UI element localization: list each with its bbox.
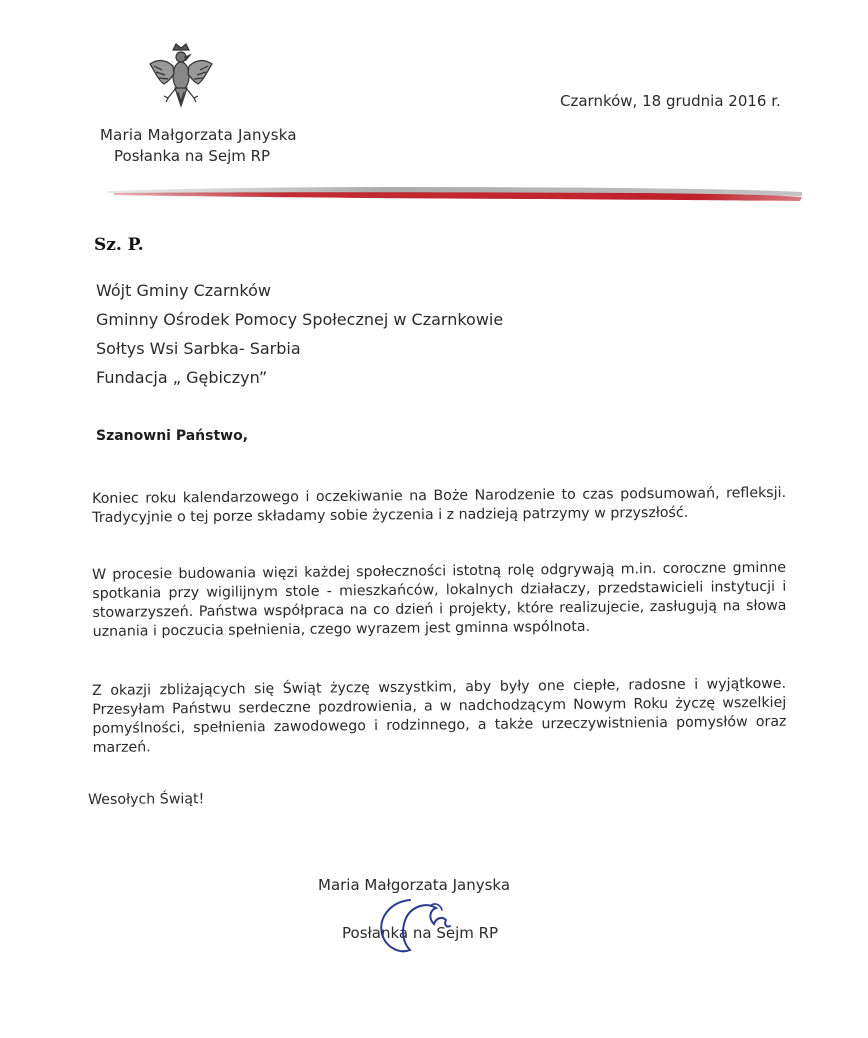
recipient-line: Gminny Ośrodek Pomocy Społecznej w Czarnkowie [96,310,504,329]
closing-line: Wesołych Świąt! [88,791,205,808]
handwritten-signature [370,888,470,958]
author-name: Maria Małgorzata Janyska [100,126,297,144]
body-paragraph: Z okazji zbliżających się Świąt życzę wszystkim, aby były one ciepłe, radosne i wyjątkowe. Przesyłam Państwu serdeczne pozdrowienia, a w nadchodzącym Nowym Roku życzę wszelkiej pomyślności, spełnienia zawodowego i rodzinnego, a także urzeczywistnienia pomysłów oraz marzeń. [92,675,787,756]
recipient-line: Wójt Gminy Czarnków [96,281,271,300]
recipient-list [96,276,503,392]
greeting: Szanowni Państwo, [96,428,249,444]
polish-eagle-emblem-icon [146,40,216,114]
recipient-line: Fundacja „ Gębiczyn” [96,368,268,387]
letterhead-divider [104,180,804,206]
body-paragraph: Koniec roku kalendarzowego i oczekiwanie na Boże Narodzenie to czas podsumowań, refleksji. Tradycyjnie o tej porze składamy sobie życzenia i z nadzieją patrzymy w przyszłość. [92,484,787,526]
signature-title: Posłanka na Sejm RP [342,924,499,942]
signature-name: Maria Małgorzata Janyska [318,876,511,894]
author-title: Posłanka na Sejm RP [114,147,271,165]
salutation-short: Sz. P. [94,235,144,255]
recipient-line: Sołtys Wsi Sarbka- Sarbia [96,339,301,358]
date-line: Czarnków, 18 grudnia 2016 r. [560,92,781,110]
body-paragraph: W procesie budowania więzi każdej społeczności istotną rolę odgrywają m.in. coroczne gminne spotkania przy wigilijnym stole - mieszkańców, lokalnych działaczy, przedstawicieli instytucji i stowarzyszeń. Państwa współpraca na co dzień i projekty, które realizujecie, zasługują na słowa uznania i poczucia spełnienia, czego wyrazem jest gminna wspólnota. [92,559,787,640]
